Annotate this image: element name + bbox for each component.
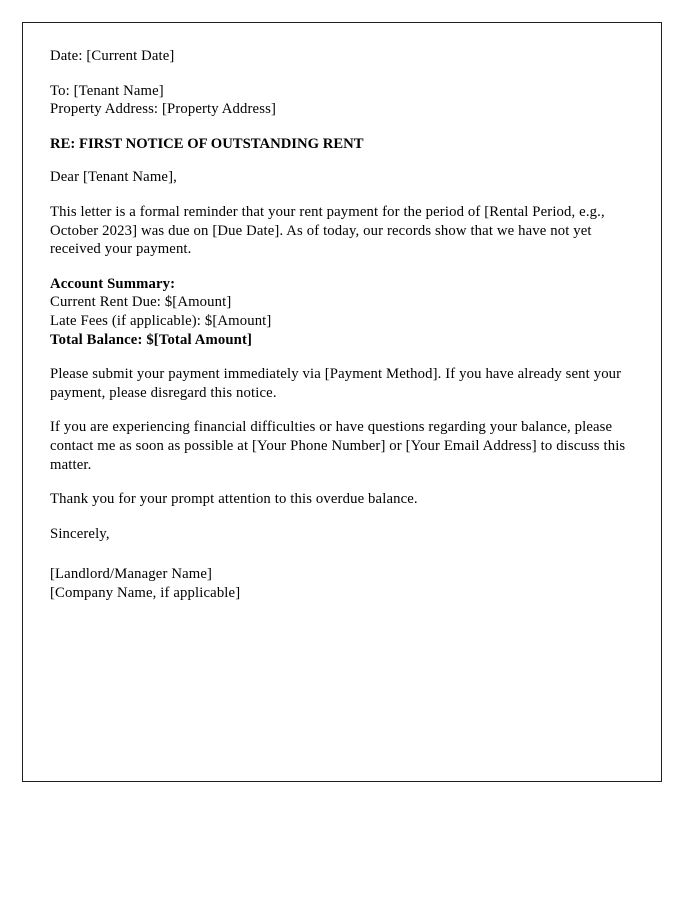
salutation: Dear [Tenant Name], [50,169,177,186]
sign-off: Sincerely, [50,525,110,542]
account-summary-current-rent-due: Current Rent Due: $[Amount] [50,294,232,311]
account-summary-heading: Account Summary: [50,275,176,292]
signature-block [50,565,637,602]
document-page-border [22,22,662,782]
account-summary-late-fees: Late Fees (if applicable): $[Amount] [50,312,272,329]
subject-heading: RE: FIRST NOTICE OF OUTSTANDING RENT [50,135,364,152]
recipient-block [50,82,637,119]
signature-name-line: [Landlord/Manager Name] [50,566,213,583]
payment-instruction-paragraph: Please submit your payment immediately via [Payment Method]. If you have already sent your payment, please disregard this notice. [50,366,622,401]
recipient-to-line: To: [Tenant Name] [50,82,164,99]
signature-company-line: [Company Name, if applicable] [50,584,241,601]
opening-paragraph: This letter is a formal reminder that your rent payment for the period of [Rental Period, e.g., October 2023] was due on [Due Date]. As of today, our records show that we have not yet received your payment. [50,203,605,258]
date-line: Date: [Current Date] [50,48,175,64]
recipient-property-address-line: Property Address: [Property Address] [50,101,276,118]
letter-content [50,47,637,602]
hardship-paragraph: If you are experiencing financial difficulties or have questions regarding your balance, please contact me as soon as possible at [Your Phone Number] or [Your Email Address] to discuss this matter. [50,419,626,473]
account-summary-total-balance: Total Balance: $[Total Amount] [50,331,253,348]
closing-thanks: Thank you for your prompt attention to this overdue balance. [50,491,418,508]
account-summary-block [50,275,637,349]
